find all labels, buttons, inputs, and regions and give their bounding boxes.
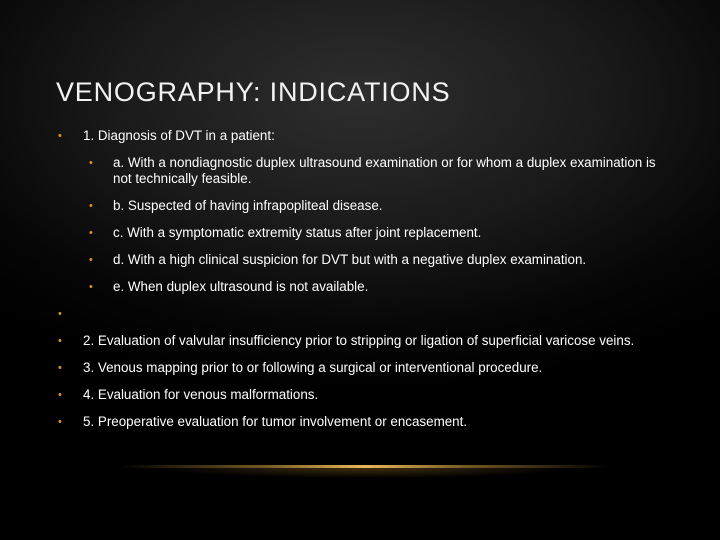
bullet-icon: • (58, 335, 62, 347)
list-item-text: 4. Evaluation for venous malformations. (83, 387, 319, 402)
list-item (56, 333, 676, 349)
list-item (56, 360, 676, 376)
list-item-text: 1. Diagnosis of DVT in a patient: (83, 128, 275, 143)
bullet-icon: • (58, 416, 62, 428)
sub-list-item (56, 252, 676, 268)
bullet-icon: • (58, 308, 62, 320)
list-item (56, 387, 676, 403)
empty-list-item (56, 306, 676, 322)
bullet-icon: • (89, 227, 93, 239)
sub-list-item (56, 198, 676, 214)
bullet-icon: • (89, 157, 93, 169)
bullet-icon: • (58, 362, 62, 374)
list-item (56, 414, 676, 430)
list-item-text: 5. Preoperative evaluation for tumor involvement or encasement. (83, 414, 468, 429)
list-item-text: 2. Evaluation of valvular insufficiency prior to stripping or ligation of superficial varicose veins. (83, 333, 635, 348)
bullet-icon: • (58, 389, 62, 401)
list-item (56, 128, 676, 144)
bullet-icon: • (89, 200, 93, 212)
sub-list-item (56, 279, 676, 295)
decorative-divider-glow (160, 468, 570, 478)
bullet-icon: • (89, 281, 93, 293)
bullet-icon: • (89, 254, 93, 266)
sub-list-item (56, 155, 676, 187)
bullet-list (56, 128, 676, 441)
list-item-text: b. Suspected of having infrapopliteal disease. (113, 198, 383, 213)
bullet-icon: • (58, 130, 62, 142)
list-item-text: 3. Venous mapping prior to or following a surgical or interventional procedure. (83, 360, 543, 375)
slide-title: VENOGRAPHY: INDICATIONS (56, 77, 451, 107)
list-item-text: d. With a high clinical suspicion for DVT but with a negative duplex examination. (113, 252, 587, 267)
list-item-text: a. With a nondiagnostic duplex ultrasound examination or for whom a duplex examination is not technically feasible. (113, 155, 656, 186)
sub-list-item (56, 225, 676, 241)
list-item-text: e. When duplex ultrasound is not available. (113, 279, 369, 294)
list-item-text: c. With a symptomatic extremity status after joint replacement. (113, 225, 482, 240)
